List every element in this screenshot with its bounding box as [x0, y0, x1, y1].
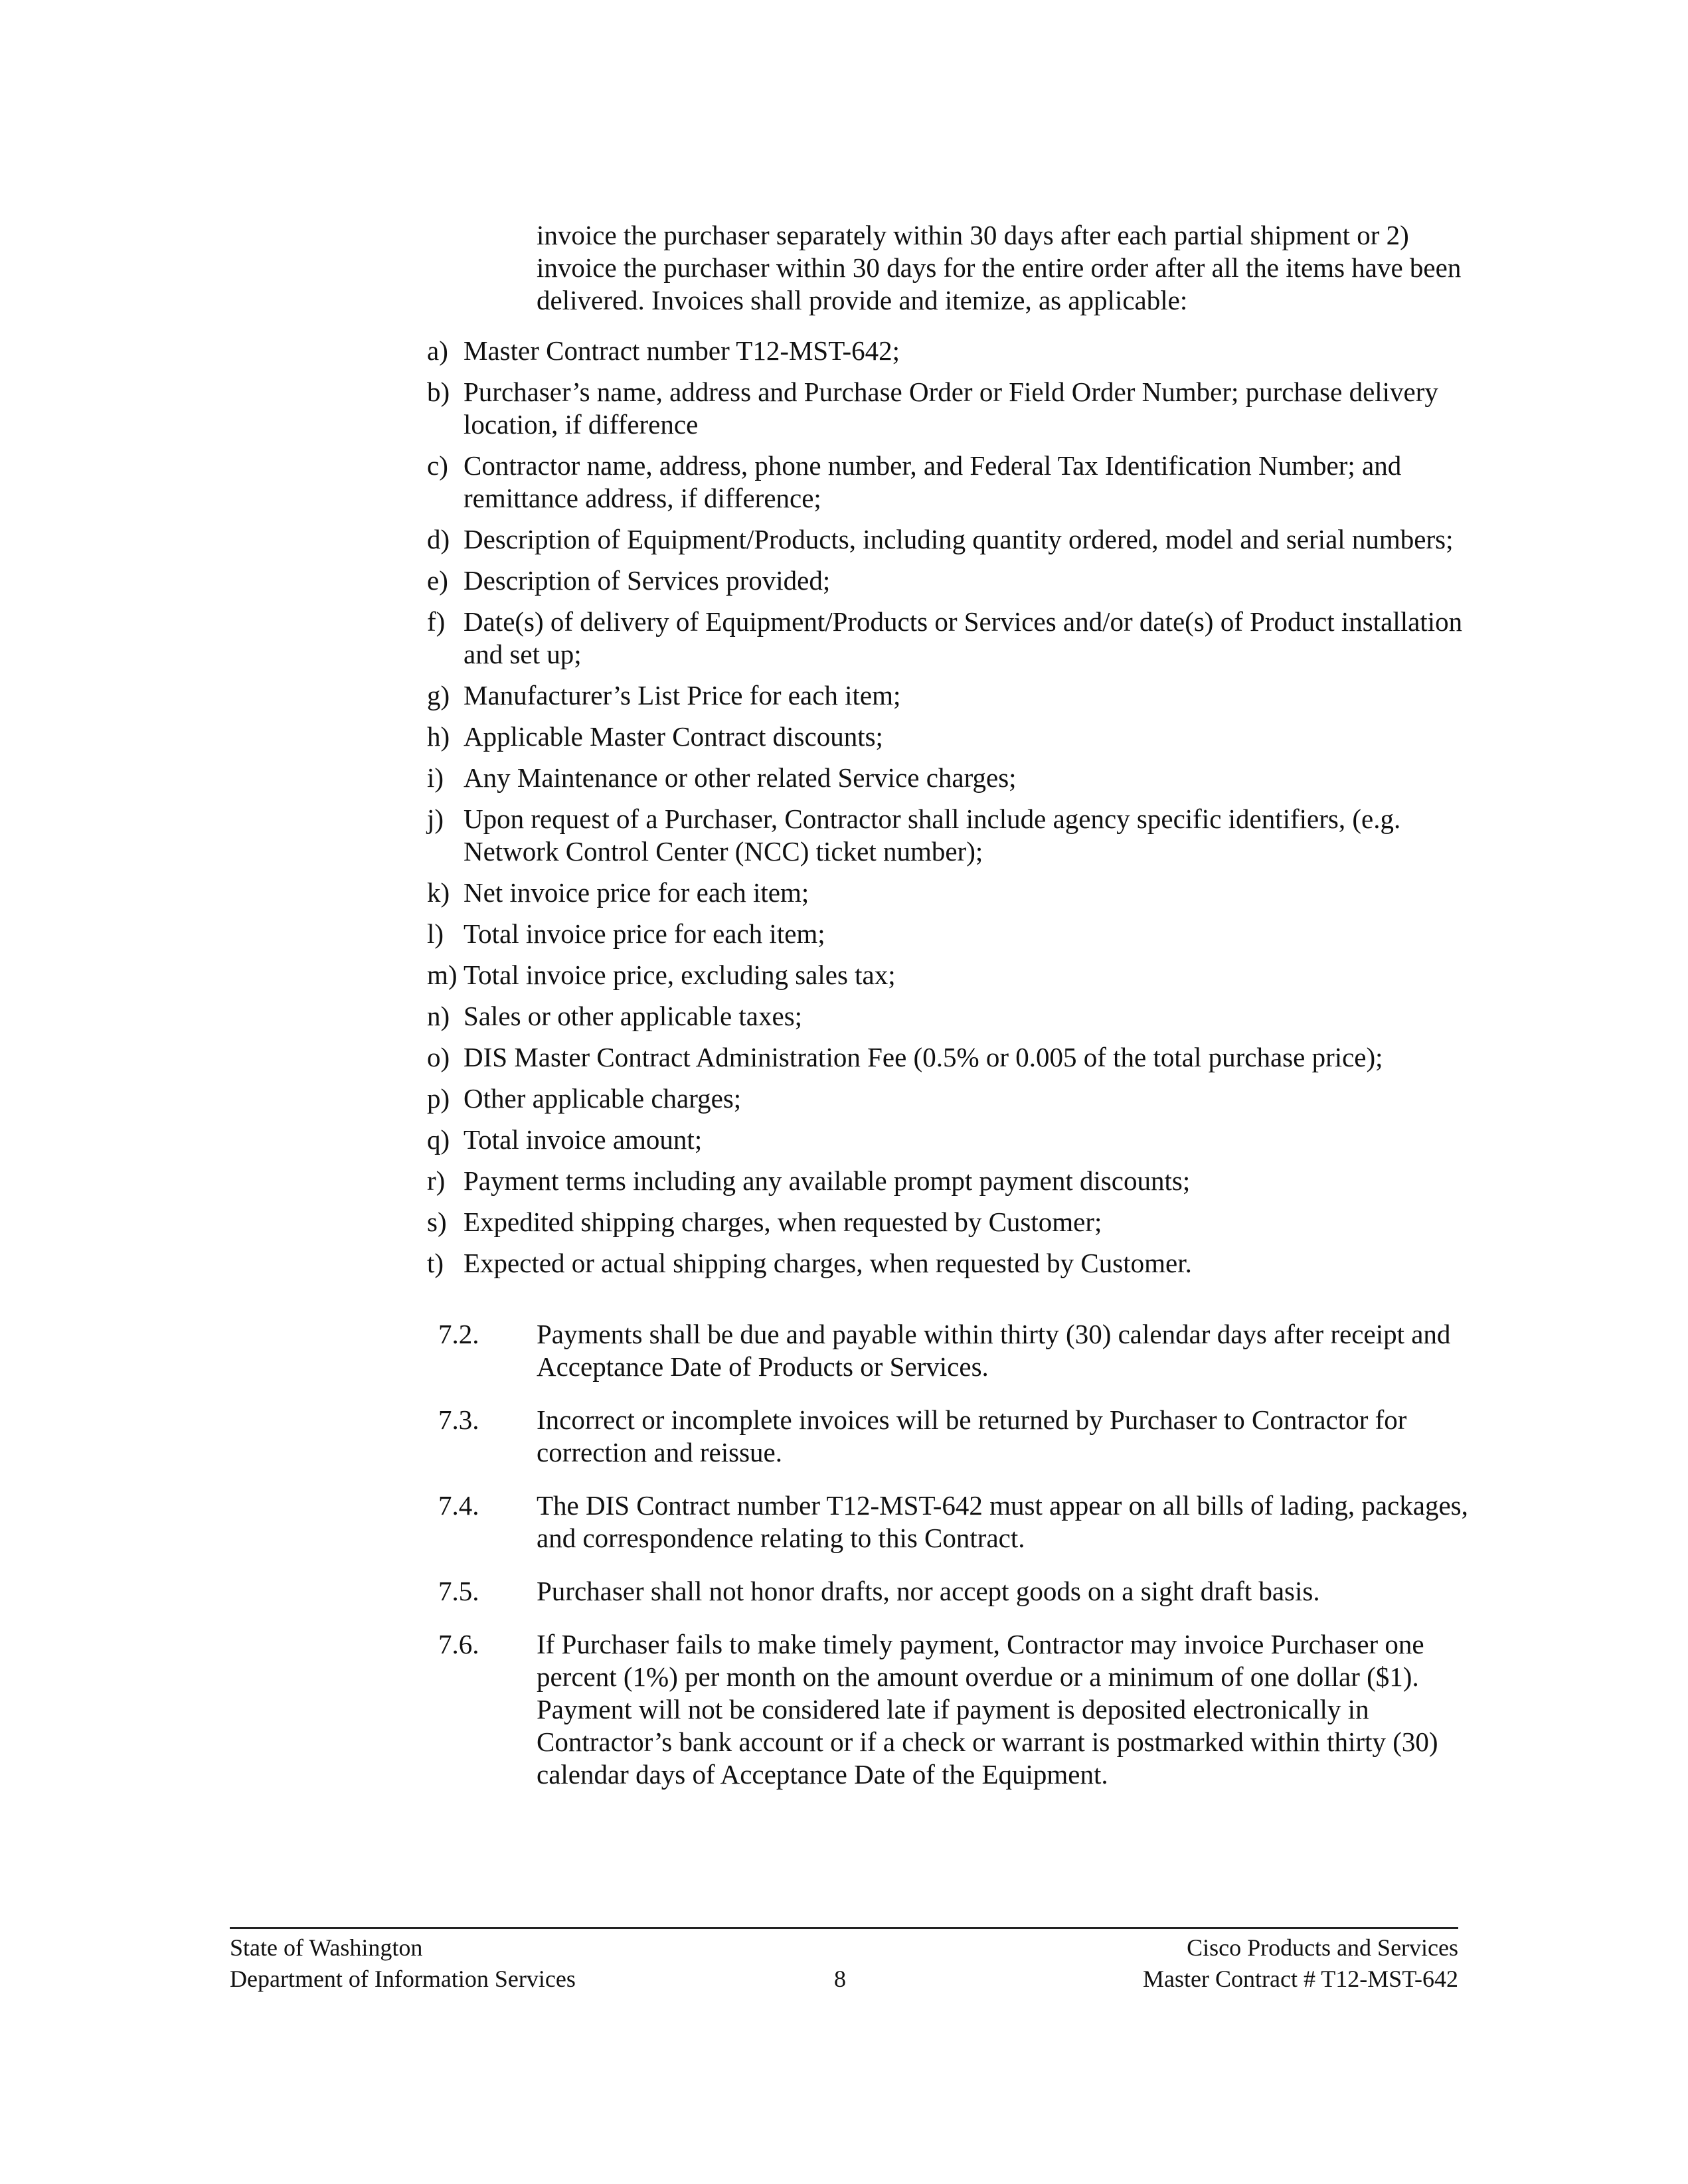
item-text: Net invoice price for each item; [464, 877, 809, 908]
item-text: Description of Equipment/Products, including quantity ordered, model and serial numbers; [464, 524, 1454, 554]
item-text: Date(s) of delivery of Equipment/Products or Services and/or date(s) of Product installation and set up; [464, 606, 1463, 669]
section-7-3 [438, 1404, 1481, 1469]
item-text: DIS Master Contract Administration Fee (0.5% or 0.005 of the total purchase price); [464, 1042, 1383, 1072]
list-item [427, 564, 1479, 597]
section-text: Incorrect or incomplete invoices will be returned by Purchaser to Contractor for correction and reissue. [537, 1404, 1407, 1468]
list-item [427, 918, 1479, 950]
payment-sections [438, 1318, 1481, 1811]
section-number: 7.3. [438, 1404, 479, 1435]
intro-paragraph: invoice the purchaser separately within 30 days after each partial shipment or 2) invoice the purchaser within 30 days for the entire order after all the items have been delivered. Invoices shall provide and itemize, as applicable: [537, 220, 1462, 315]
list-item [427, 523, 1479, 556]
section-number: 7.5. [438, 1576, 479, 1606]
item-text: Contractor name, address, phone number, and Federal Tax Identification Number; and remittance address, if difference; [464, 450, 1402, 513]
list-item [427, 959, 1479, 991]
section-text: If Purchaser fails to make timely payment, Contractor may invoice Purchaser one percent (1%) per month on the amount overdue or a minimum of one dollar ($1). Payment will not be considered late if payment is deposited electronically in Contractor’s bank account or if a check or warrant is postmarked within thirty (30) calendar days of Acceptance Date of the Equipment. [537, 1629, 1438, 1790]
list-item [427, 1247, 1479, 1280]
item-label: n) [427, 1001, 450, 1031]
list-item [427, 606, 1479, 671]
item-text: Description of Services provided; [464, 565, 831, 596]
list-item [427, 720, 1479, 753]
footer-left [230, 1932, 576, 1995]
list-item [427, 1165, 1479, 1197]
list-item [427, 376, 1479, 441]
item-label: f) [427, 606, 446, 637]
item-label: p) [427, 1083, 450, 1114]
item-label: a) [427, 335, 448, 366]
list-item [427, 1124, 1479, 1156]
item-label: r) [427, 1165, 446, 1196]
list-item [427, 1041, 1479, 1074]
item-text: Total invoice amount; [464, 1124, 703, 1155]
list-item [427, 335, 1479, 367]
footer-state: State of Washington [230, 1934, 423, 1961]
item-text: Other applicable charges; [464, 1083, 742, 1114]
section-text: The DIS Contract number T12-MST-642 must appear on all bills of lading, packages, and correspondence relating to this Contract. [537, 1490, 1468, 1553]
item-label: e) [427, 565, 448, 596]
page-number: 8 [834, 1966, 846, 1992]
section-number: 7.2. [438, 1319, 479, 1349]
footer-contract-number: Master Contract # T12-MST-642 [1143, 1966, 1458, 1992]
item-label: l) [427, 918, 444, 949]
item-label: m) [427, 960, 458, 990]
item-text: Any Maintenance or other related Service charges; [464, 762, 1017, 793]
item-label: t) [427, 1248, 444, 1278]
section-number: 7.6. [438, 1629, 479, 1659]
item-label: d) [427, 524, 450, 554]
item-label: k) [427, 877, 450, 908]
item-text: Expected or actual shipping charges, when requested by Customer. [464, 1248, 1192, 1278]
item-label: j) [427, 803, 444, 834]
item-label: i) [427, 762, 444, 793]
section-number: 7.4. [438, 1490, 479, 1521]
item-label: q) [427, 1124, 450, 1155]
section-7-2 [438, 1318, 1481, 1383]
footer-right [1143, 1932, 1458, 1995]
invoice-items-list [427, 335, 1479, 1288]
footer-product: Cisco Products and Services [1187, 1934, 1458, 1961]
section-7-4 [438, 1489, 1481, 1554]
item-text: Upon request of a Purchaser, Contractor shall include agency specific identifiers, (e.g. Network Control Center (NCC) ticket number); [464, 803, 1401, 867]
section-text: Purchaser shall not honor drafts, nor accept goods on a sight draft basis. [537, 1576, 1320, 1606]
item-label: s) [427, 1207, 447, 1237]
list-item [427, 1206, 1479, 1238]
item-text: Expedited shipping charges, when requested by Customer; [464, 1207, 1102, 1237]
section-text: Payments shall be due and payable within thirty (30) calendar days after receipt and Acceptance Date of Products or Services. [537, 1319, 1451, 1382]
item-text: Purchaser’s name, address and Purchase Order or Field Order Number; purchase delivery location, if difference [464, 377, 1438, 440]
list-item [427, 877, 1479, 909]
item-label: b) [427, 377, 450, 407]
item-label: g) [427, 680, 450, 711]
item-text: Sales or other applicable taxes; [464, 1001, 803, 1031]
list-item [427, 679, 1479, 712]
section-7-5 [438, 1575, 1481, 1608]
footer-department: Department of Information Services [230, 1966, 576, 1992]
list-item [427, 1082, 1479, 1115]
list-item [427, 1000, 1479, 1033]
item-text: Applicable Master Contract discounts; [464, 721, 883, 752]
item-label: o) [427, 1042, 450, 1072]
item-text: Total invoice price for each item; [464, 918, 825, 949]
item-text: Manufacturer’s List Price for each item; [464, 680, 901, 711]
list-item [427, 762, 1479, 794]
item-text: Payment terms including any available prompt payment discounts; [464, 1165, 1191, 1196]
item-text: Total invoice price, excluding sales tax; [464, 960, 896, 990]
page-footer [230, 1932, 1458, 1999]
footer-divider [230, 1927, 1458, 1929]
item-text: Master Contract number T12-MST-642; [464, 335, 900, 366]
list-item [427, 450, 1479, 515]
item-label: c) [427, 450, 448, 481]
list-item [427, 803, 1479, 868]
section-7-6 [438, 1628, 1481, 1791]
item-label: h) [427, 721, 450, 752]
